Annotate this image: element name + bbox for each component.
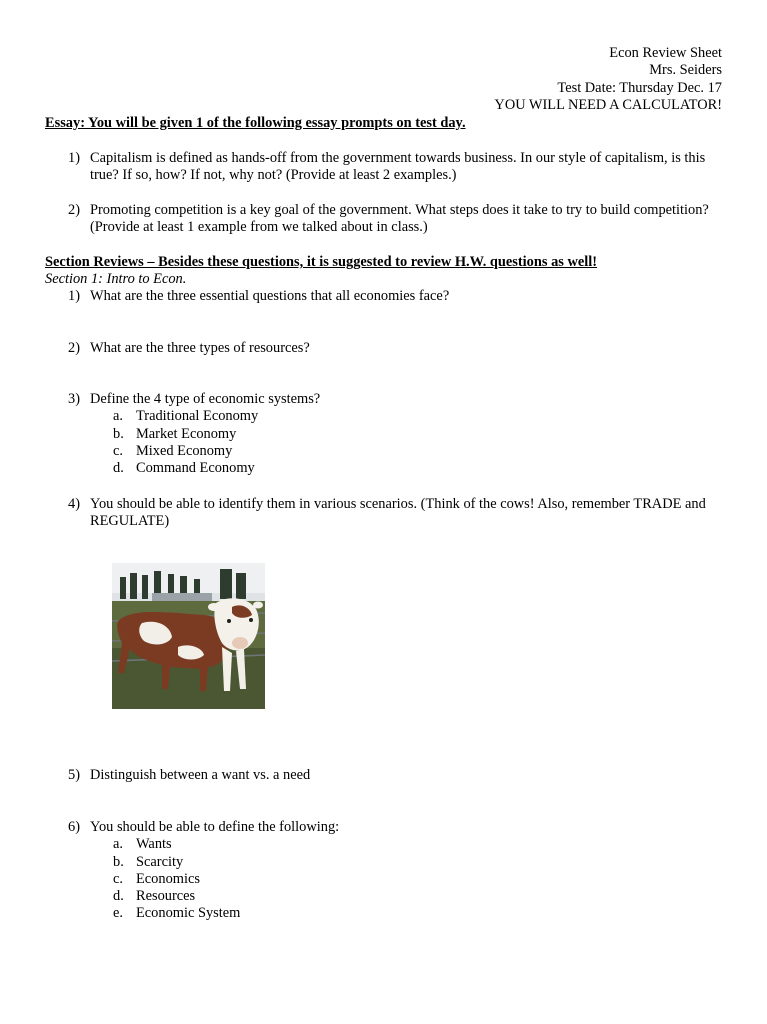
sub-item bbox=[45, 905, 725, 922]
sub-item-letter: b. bbox=[113, 853, 124, 870]
section-reviews-heading: Section Reviews – Besides these questions, it is suggested to review H.W. questions as well! bbox=[45, 254, 598, 270]
sub-item bbox=[45, 443, 725, 460]
essay-prompt-1 bbox=[45, 150, 725, 185]
question-number: 4) bbox=[68, 496, 80, 512]
question-number: 6) bbox=[68, 819, 80, 835]
essay-prompt-number: 2) bbox=[68, 202, 80, 218]
question-text: Distinguish between a want vs. a need bbox=[90, 767, 311, 783]
sub-item bbox=[45, 854, 725, 871]
sub-item bbox=[45, 460, 725, 477]
question-text: What are the three essential questions that all economies face? bbox=[90, 288, 450, 304]
cow-photo bbox=[112, 563, 265, 709]
essay-prompt-text: Capitalism is defined as hands-off from the government towards business. In our style of capitalism, is this true? If so, how? If not, why not? (Provide at least 2 examples.) bbox=[90, 150, 706, 184]
question-5 bbox=[45, 767, 725, 784]
question-text: Define the 4 type of economic systems? bbox=[90, 391, 321, 407]
sub-item-letter: d. bbox=[113, 460, 124, 477]
question-2 bbox=[45, 340, 725, 357]
question-number: 2) bbox=[68, 340, 80, 356]
question-1 bbox=[45, 288, 725, 305]
sub-item-text: Command Economy bbox=[136, 460, 255, 477]
question-4 bbox=[45, 496, 725, 531]
essay-heading: Essay: You will be given 1 of the following essay prompts on test day. bbox=[45, 115, 466, 131]
sub-item-letter: a. bbox=[113, 408, 123, 425]
sub-item-text: Traditional Economy bbox=[136, 408, 259, 425]
sub-item-text: Mixed Economy bbox=[136, 442, 233, 459]
section-1-title: Section 1: Intro to Econ. bbox=[45, 271, 187, 287]
sub-item-letter: c. bbox=[113, 870, 123, 887]
question-3 bbox=[45, 391, 725, 477]
sub-item-text: Market Economy bbox=[136, 425, 237, 442]
sub-item bbox=[45, 871, 725, 888]
sub-item bbox=[45, 426, 725, 443]
sub-item-text: Scarcity bbox=[136, 853, 184, 870]
sub-item-letter: e. bbox=[113, 905, 123, 922]
sub-item bbox=[45, 836, 725, 853]
essay-prompt-text: Promoting competition is a key goal of the government. What steps does it take to try to build competition? (Provide at least 1 example from we talked about in class.) bbox=[90, 202, 709, 236]
question-6 bbox=[45, 819, 725, 923]
question-text: You should be able to define the following: bbox=[90, 819, 340, 835]
question-number: 5) bbox=[68, 767, 80, 783]
header-teacher: Mrs. Seiders bbox=[649, 62, 722, 79]
question-number: 1) bbox=[68, 288, 80, 304]
header-test-date: Test Date: Thursday Dec. 17 bbox=[557, 79, 722, 96]
sub-item bbox=[45, 408, 725, 425]
essay-prompt-number: 1) bbox=[68, 150, 80, 166]
essay-prompt-2 bbox=[45, 202, 725, 237]
sub-item-text: Economic System bbox=[136, 905, 241, 922]
header-calculator-note: YOU WILL NEED A CALCULATOR! bbox=[494, 96, 722, 113]
sub-item-letter: a. bbox=[113, 836, 123, 853]
header-title: Econ Review Sheet bbox=[609, 45, 722, 61]
sub-item-letter: c. bbox=[113, 442, 123, 459]
question-text: You should be able to identify them in various scenarios. (Think of the cows! Also, remember TRADE and REGULATE) bbox=[90, 496, 706, 530]
question-text: What are the three types of resources? bbox=[90, 340, 310, 356]
header-block bbox=[494, 45, 722, 114]
sub-item bbox=[45, 888, 725, 905]
sub-item-letter: d. bbox=[113, 888, 124, 905]
sub-item-text: Economics bbox=[136, 870, 200, 887]
sub-item-text: Resources bbox=[136, 888, 196, 905]
question-number: 3) bbox=[68, 391, 80, 407]
sub-item-text: Wants bbox=[136, 836, 172, 853]
sub-item-letter: b. bbox=[113, 425, 124, 442]
